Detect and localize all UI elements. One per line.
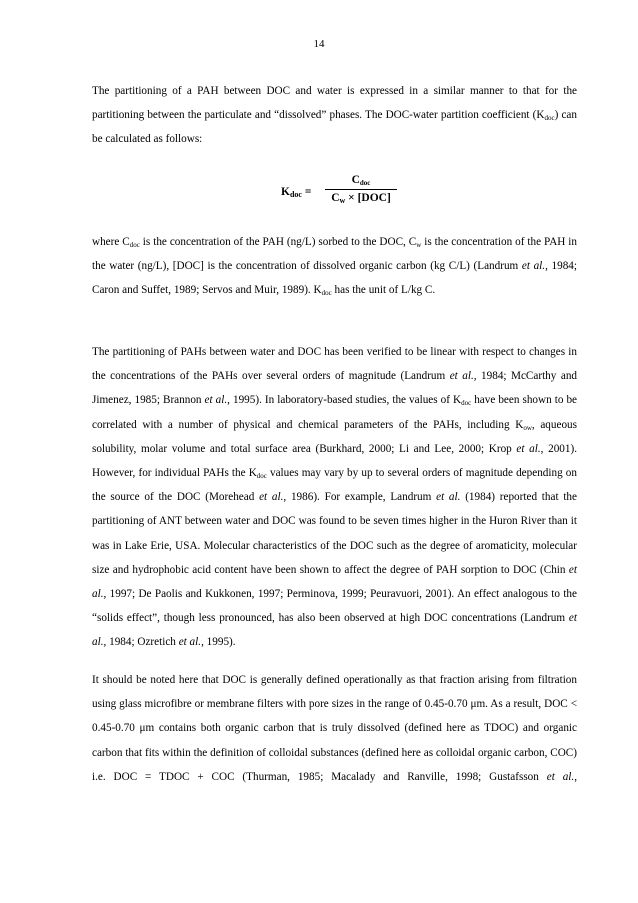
paragraph-doc-definition: It should be noted here that DOC is generally defined operationally as that fraction arising from filtration using glass microfibre or membrane filters with pore sizes in the range of 0.45-0.70 μm. As a result, DOC < 0.45-0.70 μm contains both organic carbon that is truly dissolved (defined here as TDOC) and organic carbon that fits within the definition of colloidal substances (defined here as colloidal organic carbon, COC) i.e. DOC = TDOC + COC (Thurman, 1985; Macalady and Ranville, 1998; Gustafsson et al., [92, 674, 577, 783]
equation-fraction [325, 172, 397, 207]
paragraph-linearity: The partitioning of PAHs between water and DOC has been verified to be linear with respect to changes in the concentrations of the PAHs over several orders of magnitude (Landrum et al., 1984; McCarthy and Jimenez, 1985; Brannon et al., 1995). In laboratory-based studies, the values of $K_{doc}$ have been shown to be correlated with a number of physical and chemical parameters of the PAHs, including $K_{ow}$, aqueous solubility, molar volume and total surface area (Burkhard, 2000; Li and Lee, 2000; Krop et al., 2001). However, for individual PAHs the $K_{doc}$ values may vary by up to several orders of magnitude depending on the source of the DOC (Morehead et al., 1986). For example, Landrum et al. (1984) reported that the partitioning of ANT between water and DOC was found to be seven times higher in the Huron River than it was in Lake Erie, USA. Molecular characteristics of the DOC such as the degree of aromaticity, molecular size and hydrophobic acid content have been shown to affect the degree of PAH sorption to DOC (Chin et al., 1997; De Paolis and Kukkonen, 1997; Perminova, 1999; Peuravuori, 2001). An effect analogous to the “solids effect”, though less pronounced, has also been observed at high DOC concentrations (Landrum et al., 1984; Ozretich et al., 1995). [92, 346, 578, 649]
page-number: 14 [313, 38, 325, 50]
paragraph-partitioning-intro: The partitioning of a PAH between DOC and water is expressed in a similar manner to that for the partitioning between the particulate and “dissolved” phases. The DOC-water partition coefficient $(K_{doc})$ can be calculated as follows: [92, 85, 577, 146]
equation-lhs: $K_{doc}$ = [281, 186, 312, 199]
equation-numerator: $C_{doc}$ [351, 174, 371, 187]
equation-denominator: $C_w \times [DOC]$ [331, 192, 391, 205]
paragraph-definitions: where $C_{doc}$ is the concentration of the PAH (ng/L) sorbed to the DOC, $C_w$ is the concentration of the PAH in the water (ng/L), [DOC] is the concentration of dissolved organic carbon (kg C/L) (Landrum et al., 1984; Caron and Suffet, 1989; Servos and Muir, 1989). $K_{doc}$ has the unit of L/kg C. [92, 236, 577, 298]
